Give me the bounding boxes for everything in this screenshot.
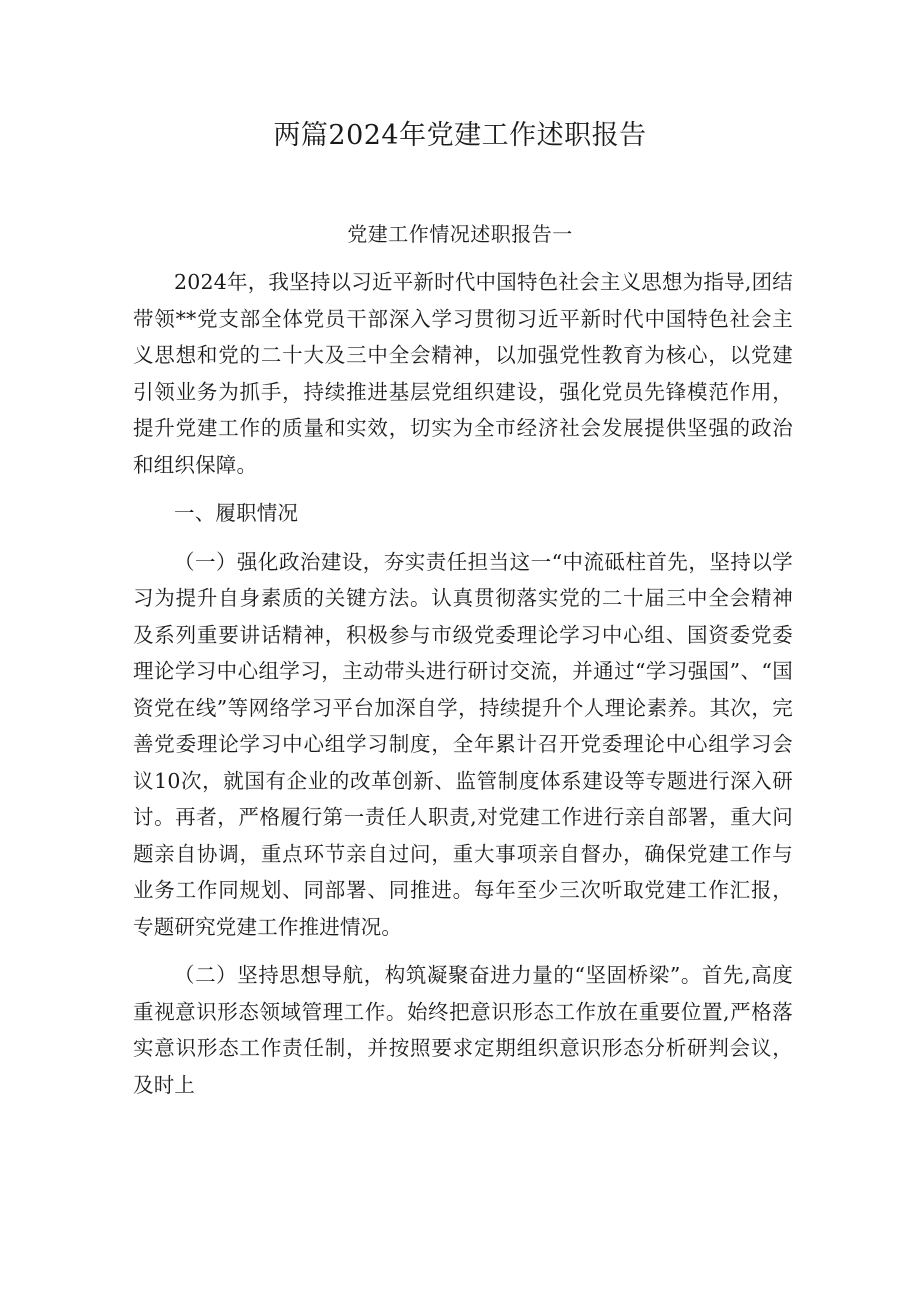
document-title: 两篇2024年党建工作述职报告 — [273, 120, 647, 151]
paragraph-intro: 2024年，我坚持以习近平新时代中国特色社会主义思想为指导,团结带领**党支部全体党员干部深入学习贯彻习近平新时代中国特色社会主义思想和党的二十大及三中全会精神，以加强党性教育为核心，以党建引领业务为抓手，持续推进基层党组织建设，强化党员先锋模范作用，提升党建工作的质量和实效，切实为全市经济社会发展提供坚强的政治和组织保障。 — [133, 270, 793, 477]
paragraph-political-construction: （一）强化政治建设，夯实责任担当这一“中流砥柱首先，坚持以学习为提升自身素质的关键方法。认真贯彻落实党的二十届三中全会精神及系列重要讲话精神，积极参与市级党委理论学习中心组、国资委党委理论学习中心组学习，主动带头进行研讨交流，并通过“学习强国”、“国资党在线”等网络学习平台加深自学，持续提升个人理论素养。其次，完善党委理论学习中心组学习制度，全年累计召开党委理论中心组学习会议10次，就国有企业的改革创新、监管制度体系建设等专题进行深入研讨。再者，严格履行第一责任人职责,对党建工作进行亲自部署，重大问题亲自协调，重点环节亲自过问，重大事项亲自督办，确保党建工作与业务工作同规划、同部署、同推进。每年至少三次听取党建工作汇报，专题研究党建工作推进情况。 — [133, 549, 793, 939]
document-body — [133, 264, 793, 1103]
paragraph-ideological-guidance: （二）坚持思想导航，构筑凝聚奋进力量的“坚固桥梁”。首先,高度重视意识形态领域管理工作。始终把意识形态工作放在重要位置,严格落实意识形态工作责任制，并按照要求定期组织意识形态分析研判会议，及时上 — [133, 963, 793, 1097]
document-subtitle: 党建工作情况述职报告一 — [347, 222, 573, 246]
section-heading-duties: 一、履职情况 — [174, 501, 299, 525]
